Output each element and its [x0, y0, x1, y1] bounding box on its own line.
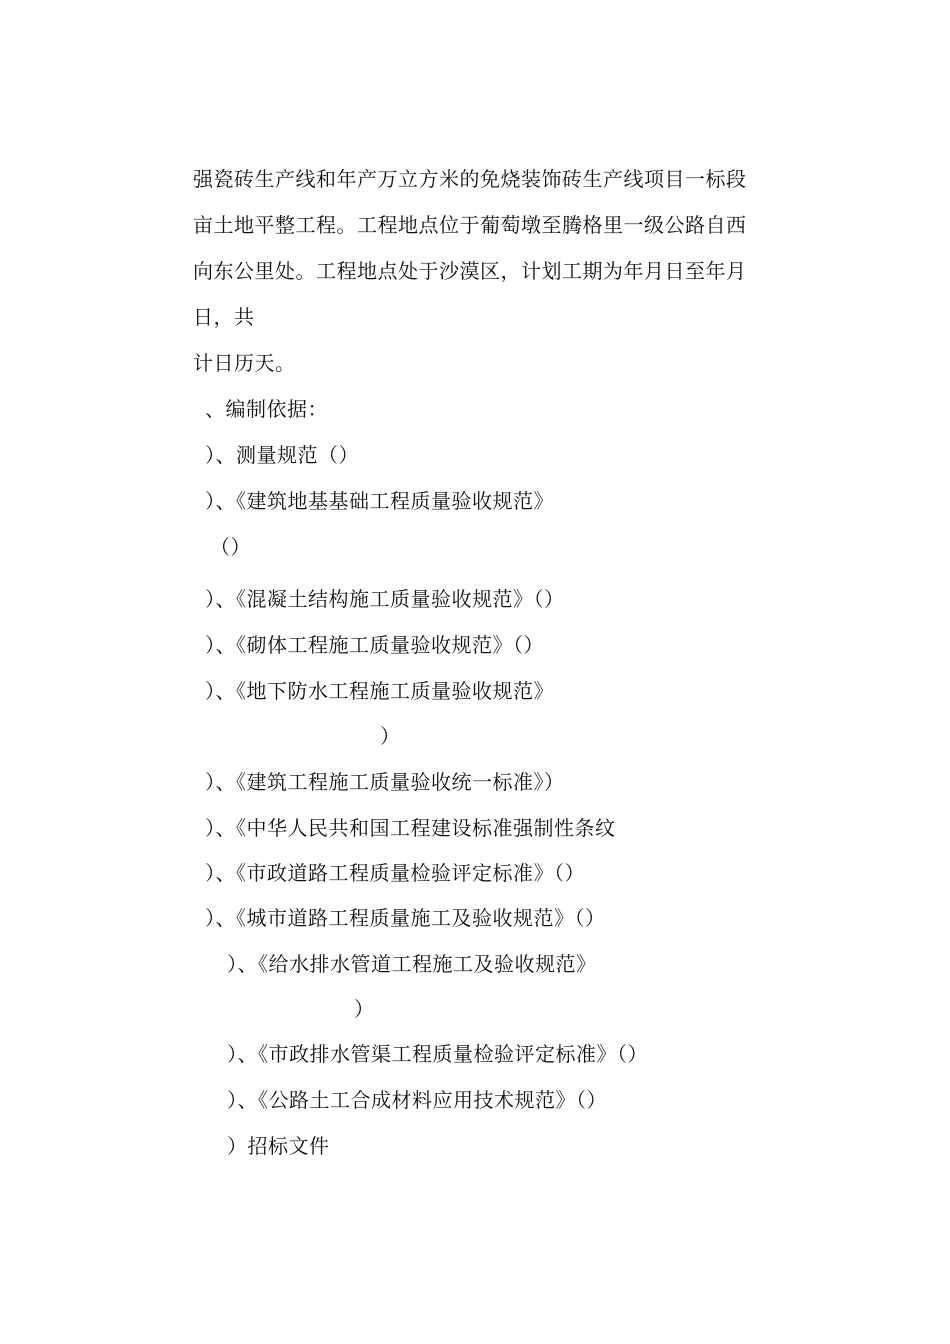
basis-item-continuation: ） — [380, 724, 401, 748]
basis-item: ）、《建筑工程施工质量验收统一标准》） — [205, 770, 565, 794]
basis-item: ）、《市政道路工程质量检验评定标准》（） — [205, 861, 585, 885]
paragraph-line-2: 亩土地平整工程。工程地点位于葡萄墩至腾格里一级公路自西 — [193, 213, 747, 237]
basis-item: ）、《建筑地基基础工程质量验收规范》 — [205, 489, 554, 513]
basis-item: ）、《砌体工程施工质量验收规范》（） — [205, 633, 544, 657]
basis-item: ）招标文件 — [227, 1134, 330, 1158]
basis-item-continuation: （） — [210, 535, 251, 559]
basis-item-continuation: ） — [354, 997, 375, 1021]
paragraph-line-4: 日，共 — [193, 305, 255, 329]
paragraph-line-5: 计日历天。 — [193, 351, 296, 375]
basis-item: ）、《给水排水管道工程施工及验收规范》 — [227, 952, 597, 976]
paragraph-line-3: 向东公里处。工程地点处于沙漠区，计划工期为年月日至年月 — [193, 259, 747, 283]
basis-heading: 、编制依据： — [205, 397, 328, 421]
basis-item: ）、《公路土工合成材料应用技术规范》（） — [227, 1088, 607, 1112]
basis-item: ）、《市政排水管渠工程质量检验评定标准》（） — [227, 1042, 648, 1066]
basis-item: ）、《中华人民共和国工程建设标准强制性条纹 — [205, 816, 616, 840]
paragraph-line-1: 强瓷砖生产线和年产万立方米的免烧装饰砖生产线项目一标段 — [193, 167, 747, 191]
basis-item: ）、《地下防水工程施工质量验收规范》 — [205, 679, 554, 703]
basis-item: ）、《城市道路工程质量施工及验收规范》（） — [205, 906, 606, 930]
basis-item: ）、测量规范（） — [205, 443, 359, 467]
basis-item: ）、《混凝土结构施工质量验收规范》（） — [205, 587, 565, 611]
